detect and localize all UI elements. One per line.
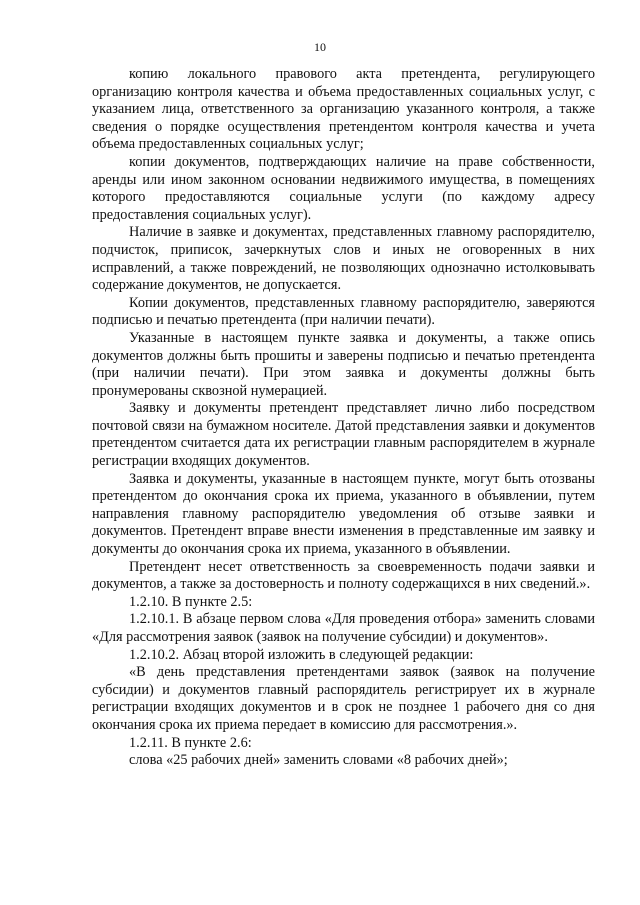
clause-heading: 1.2.11. В пункте 2.6: [129,734,252,751]
paragraph: Копии документов, представленных главному распорядителю, заверяются подписью и печатью претендента (при наличии печати). [92,294,595,329]
page-number: 10 [314,40,326,54]
paragraph: Указанные в настоящем пункте заявка и документы, а также опись документов должны быть прошиты и заверены подписью и печатью претендента (при наличии печати). При этом заявка и документы должны быть пронумерованы сквозной нумерацией. [92,329,595,399]
paragraph: слова «25 рабочих дней» заменить словами «8 рабочих дней»; [129,752,508,769]
paragraph: копии документов, подтверждающих наличие на праве собственности, аренды или ином законном основании недвижимого имущества, в помещениях которого предоставляются социальные услуги (по каждому адресу предоставления социальных услуг). [92,153,595,223]
paragraph: копию локального правового акта претендента, регулирующего организацию контроля качества и объема предоставленных социальных услуг, с указанием лица, ответственного за организацию указанного контроля, а также сведения о порядке осуществления претендентом контроля качества и учета объема предоставленных социальных услуг; [92,66,595,153]
clause-item: 1.2.10.1. В абзаце первом слова «Для проведения отбора» заменить словами «Для рассмотрения заявок (заявок на получение субсидии) и документов». [92,611,595,645]
paragraph: Наличие в заявке и документах, представленных главному распорядителю, подчисток, приписок, зачеркнутых слов и иных не оговоренных в них исправлений, а также повреждений, не позволяющих однозначно истолковывать содержание документов, не допускается. [92,224,595,294]
paragraph: Заявку и документы претендент представляет лично либо посредством почтовой связи на бумажном носителе. Датой представления заявки и документов претендентом считается дата их регистрации главным распорядителем в журнале регистрации входящих документов. [92,400,595,470]
paragraph: Заявка и документы, указанные в настоящем пункте, могут быть отозваны претендентом до окончания срока их приема, указанного в объявлении, путем направления главному распорядителю уведомления об отзыве заявки и документов. Претендент вправе внести изменения в представленные им заявку и документы до окончания срока их приема, указанного в объявлении. [92,470,595,558]
paragraph: Претендент несет ответственность за своевременность подачи заявки и документов, а также за достоверность и полноту содержащихся в них сведений.». [92,558,595,593]
clause-heading: 1.2.10. В пункте 2.5: [129,593,253,610]
document-body [92,66,595,770]
clause-item: 1.2.10.2. Абзац второй изложить в следующей редакции: [129,646,474,663]
paragraph: «В день представления претендентами заявок (заявок на получение субсидии) и документов главный распорядитель регистрирует их в журнале регистрации входящих документов и в срок не позднее 1 рабочего дня со дня окончания срока их приема передает в комиссию для рассмотрения.». [92,664,595,733]
